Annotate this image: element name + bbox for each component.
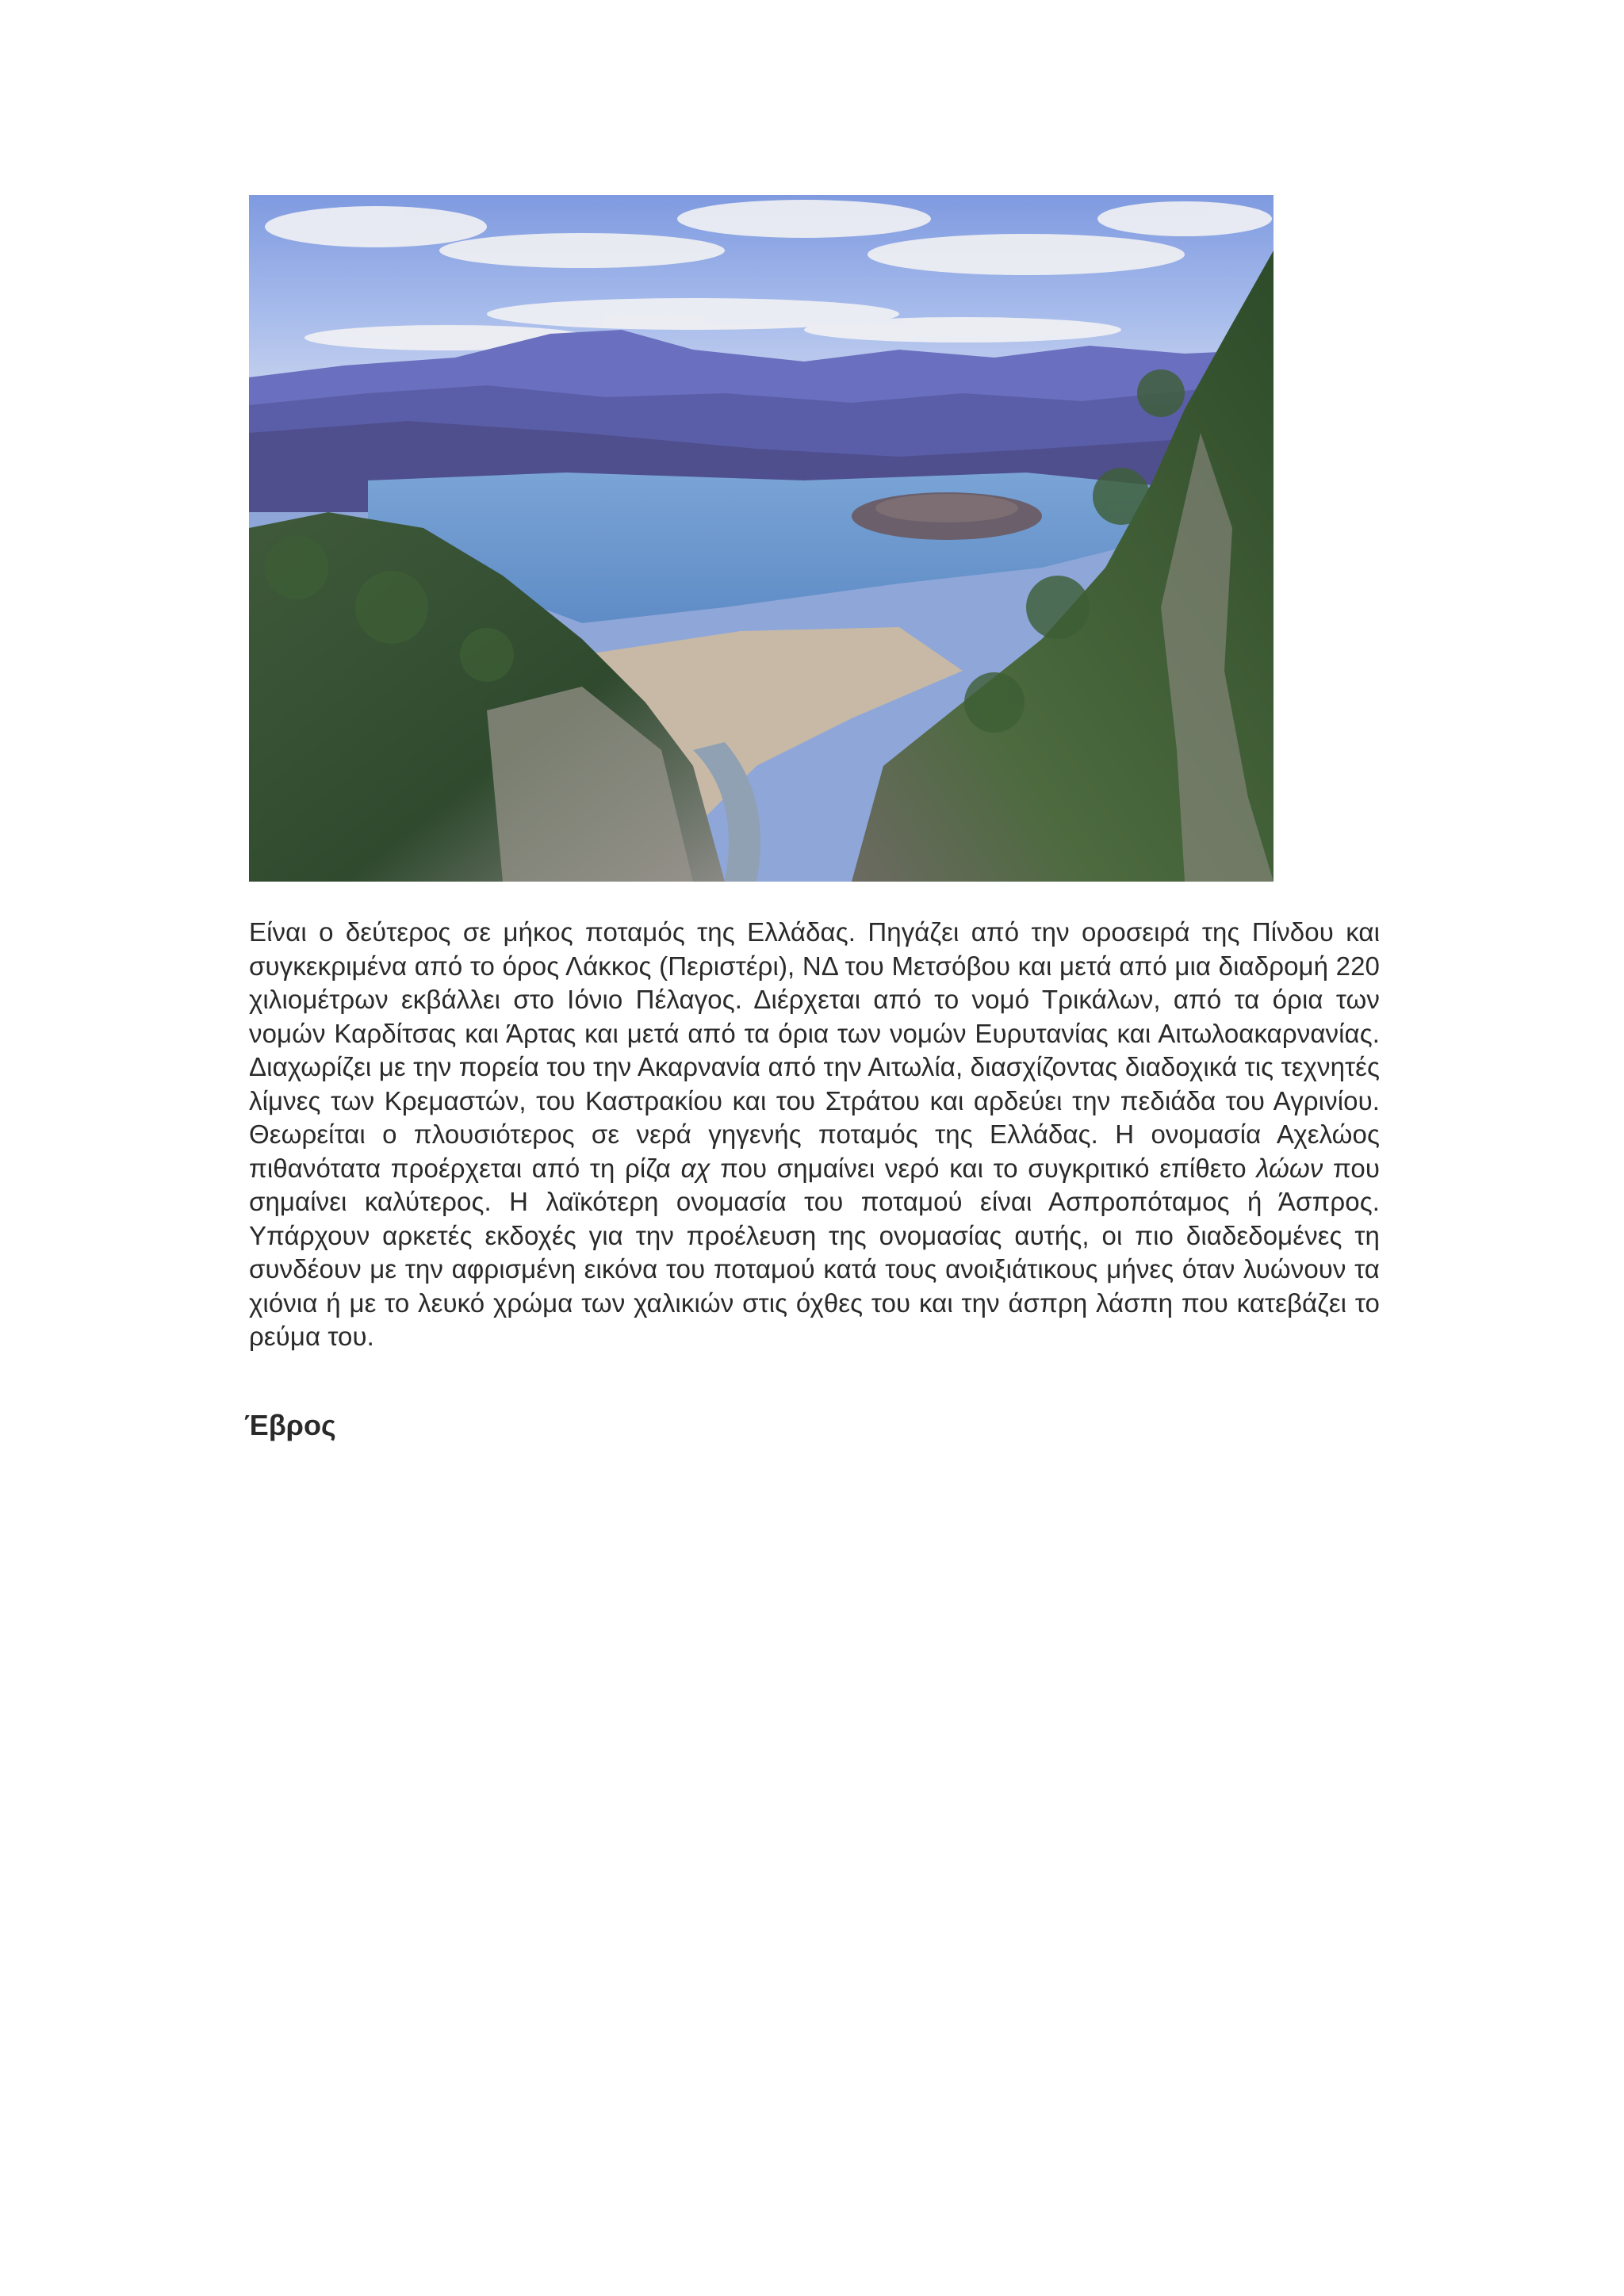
- paragraph-text-1: Είναι ο δεύτερος σε μήκος ποταμός της Ελλάδας. Πηγάζει από την οροσειρά της Πίνδου και συγκεκριμένα από το όρος Λάκκος (Περιστέρι), ΝΔ του Μετσόβου και μετά από μια διαδρομή 220 χιλιομέτρων εκβάλλει στο Ιόνιο Πέλαγος. Διέρχεται από το νομό Τρικάλων, από τα όρια των νομών Καρδίτσας και Άρτας και μετά από τα όρια των νομών Ευρυτανίας και Αιτωλοακαρνανίας. Διαχωρίζει με την πορεία του την Ακαρνανία από την Αιτωλία, διασχίζοντας διαδοχικά τις τεχνητές λίμνες των Κρεμαστών, του Καστρακίου και του Στράτου και αρδεύει την πεδιάδα του Αγρινίου. Θεωρείται ο πλουσιότερος σε νερά γηγενής ποταμός της Ελλάδας. Η ονομασία Αχελώος πιθανότατα προέρχεται από τη ρίζα: [249, 917, 1380, 1183]
- term-ax: αχ: [680, 1153, 710, 1183]
- paragraph-text-3: που σημαίνει καλύτερος. Η λαϊκότερη ονομασία του ποταμού είναι Ασπροπόταμος ή Άσπρος. Υπάρχουν αρκετές εκδοχές για την προέλευση της ονομασίας αυτής, οι πιο διαδεδομένες τη συνδέουν με την αφρισμένη εικόνα του ποταμού κατά τους ανοιξιάτικους μήνες όταν λυώνουν τα χιόνια ή με το λευκό χρώμα των χαλικιών στις όχθες του και την άσπρη λάσπη που κατεβάζει το ρεύμα του.: [249, 1153, 1380, 1351]
- section-heading: Έβρος: [244, 1409, 336, 1441]
- paragraph-text-2: που σημαίνει νερό και το συγκριτικό επίθετο: [710, 1153, 1257, 1183]
- body-paragraph: [249, 916, 1380, 1354]
- river-valley-photo: [249, 195, 1274, 882]
- term-loon: λώων: [1256, 1153, 1323, 1183]
